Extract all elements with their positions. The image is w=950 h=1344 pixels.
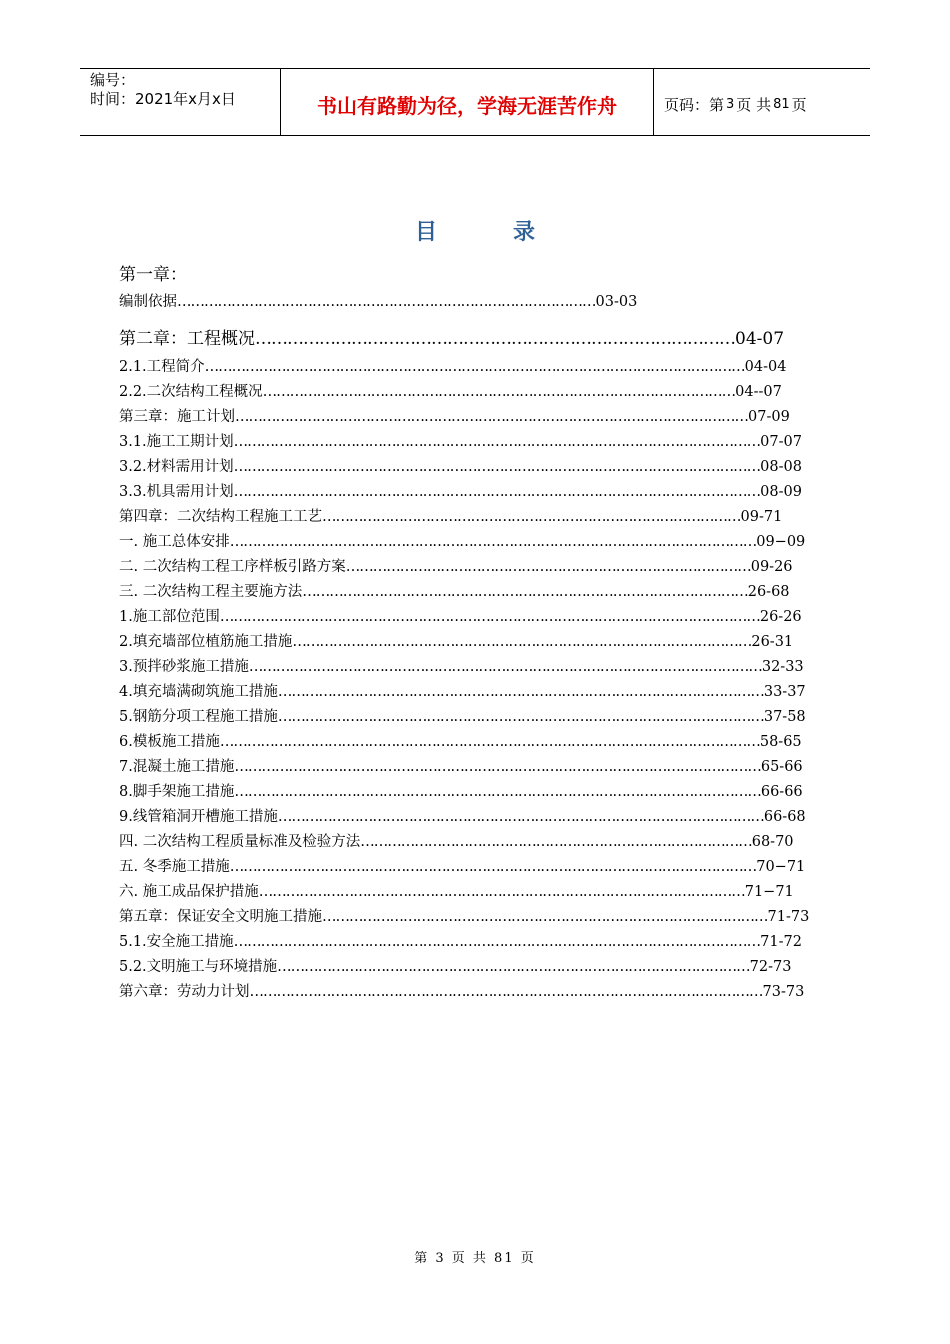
toc-entry-page: 73-73 [762, 984, 805, 1000]
toc-entry-page: 71−71 [744, 884, 794, 900]
toc-entry-leader: ……………………………………………………………………………… [255, 329, 735, 349]
toc-entry-title: 四. 二次结构工程质量标准及检验方法 [119, 834, 361, 850]
toc-entry-leader: ……………………………………………………………………………………………………… [233, 934, 761, 950]
toc-entry [119, 882, 794, 902]
toc-entry-page: 37-58 [763, 709, 806, 725]
toc-entry [119, 757, 803, 777]
toc-entry-title: 3.预拌砂浆施工措施 [119, 659, 249, 675]
toc-entry-title: 一. 施工总体安排 [119, 534, 230, 550]
toc-entry-page: 71-73 [767, 909, 810, 925]
toc-entry-title: 7.混凝土施工措施 [119, 759, 235, 775]
toc-entry-page: 32-33 [761, 659, 804, 675]
toc-entry-title: 3.2.材料需用计划 [119, 459, 234, 475]
toc-entry [119, 482, 802, 502]
toc-entry-page: 71-72 [760, 934, 802, 950]
page-prefix: 页码：第 [664, 95, 725, 114]
toc-entry [119, 832, 794, 852]
toc-entry [119, 932, 802, 952]
toc-entry-page: 26-68 [747, 584, 790, 600]
toc-entry-leader: ……………………………………………………………………………………………………… [234, 759, 761, 775]
toc-entry [119, 907, 809, 927]
toc-entry-leader: ……………………………………………………………………………………………………… [229, 534, 757, 550]
toc-entry-title: 5.2.文明施工与环境措施 [119, 959, 278, 975]
toc-entry-page: 68-70 [751, 834, 794, 850]
toc-entry-leader: …………………………………………………………………………………………………… [249, 984, 763, 1000]
toc-entry-title: 1.施工部位范围 [119, 609, 220, 625]
toc-entry-leader: ……………………………………………………………………………………………………… [234, 784, 761, 800]
page-total: 81 [773, 96, 790, 112]
toc-entry-title: 第四章：二次结构工程施工工艺 [119, 509, 322, 525]
toc-entry-leader: ……………………………………………………………………………………………… [258, 884, 745, 900]
toc-entry-page: 04-04 [744, 359, 787, 375]
toc-entry-page: 26-31 [751, 634, 794, 650]
toc-entry-leader: …………………………………………………………………………………………………… [248, 659, 762, 675]
toc-entry-leader: ……………………………………………………………………………………………………… [233, 459, 761, 475]
toc-entry [119, 607, 802, 627]
toc-entry-leader: ……………………………………………………………………………………………………… [233, 484, 761, 500]
toc-entry-title: 第一章： [119, 265, 187, 285]
page-footer: 第 3 页 共 81 页 [414, 1251, 536, 1266]
toc-entry-title: 六. 施工成品保护措施 [119, 884, 259, 900]
toc-entry-title: 第六章：劳动力计划 [119, 984, 250, 1000]
toc-entry [119, 857, 805, 877]
toc-entry-leader: ……………………………………………………………………………………………… [277, 809, 764, 825]
toc-entry-leader: ……………………………………………………………………………………… [322, 909, 768, 925]
toc-entry [119, 507, 782, 527]
toc-entry-page: 07-07 [760, 434, 802, 450]
toc-entry-page: 03-03 [595, 294, 638, 310]
toc-entry [119, 532, 805, 552]
toc-entry-leader: ……………………………………………………………………………………………… [277, 684, 764, 700]
toc-entry-leader: ………………………………………………………………………………………………………… [219, 609, 760, 625]
toc-entry-title: 编制依据 [119, 294, 177, 310]
toc-entry-title: 6.模板施工措施 [119, 734, 220, 750]
toc-entry [119, 732, 802, 752]
toc-entry-leader: ……………………………………………………………………………………………………… [229, 859, 757, 875]
toc-entry-leader: ………………………………………………………………………………… [177, 294, 596, 310]
toc-entry-title: 第三章：施工计划 [119, 409, 235, 425]
toc-entry-page: 04--07 [735, 384, 782, 400]
toc-entry [119, 382, 782, 402]
toc-entry-leader: ………………………………………………………………………………………… [292, 634, 752, 650]
toc-entry-page: 66-68 [763, 809, 806, 825]
page-mid: 页 共 [736, 95, 772, 114]
toc-entry-page: 09−09 [756, 534, 806, 550]
toc-entry [119, 328, 784, 350]
toc-entry-title: 五. 冬季施工措施 [119, 859, 230, 875]
toc-entry-page: 04-07 [735, 329, 785, 349]
toc-entry-page: 70−71 [756, 859, 806, 875]
page-current: 3 [726, 96, 735, 112]
toc-entry-title: 3.3.机具需用计划 [119, 484, 234, 500]
toc-entry-title: 第五章：保证安全文明施工措施 [119, 909, 322, 925]
toc-entry-leader: ………………………………………………………………………………………………………… [219, 734, 760, 750]
toc-entry-page: 26-26 [759, 609, 802, 625]
toc-title: 目录 [414, 219, 611, 245]
number-label: 编号： [90, 71, 136, 89]
toc-entry [119, 557, 793, 577]
toc-entry-title: 三. 二次结构工程主要施方法 [119, 584, 303, 600]
toc-entry-page: 08-09 [760, 484, 802, 500]
toc-entry-title: 8.脚手架施工措施 [119, 784, 235, 800]
toc-entry-leader: ………………………………………………………………………………… [322, 509, 741, 525]
toc-entry [119, 264, 187, 286]
toc-entry-page: 09-26 [750, 559, 793, 575]
toc-entry [119, 432, 802, 452]
toc-entry-page: 58-65 [759, 734, 802, 750]
toc-entry [119, 982, 804, 1002]
toc-entry-leader: …………………………………………………………………………………………………… [235, 409, 748, 425]
page-suffix: 页 [791, 95, 807, 114]
toc-entry-leader: …………………………………………………………………………………………… [277, 959, 750, 975]
toc-entry [119, 657, 804, 677]
toc-entry [119, 457, 802, 477]
page-header [80, 68, 870, 136]
toc-entry [119, 292, 637, 312]
toc-entry [119, 707, 806, 727]
toc-entry [119, 782, 803, 802]
header-page-info [654, 69, 870, 135]
toc-entry-leader: ……………………………………………………………………………………… [302, 584, 748, 600]
toc-entry-page: 66-66 [760, 784, 803, 800]
toc-entry-title: 5.1.安全施工措施 [119, 934, 234, 950]
toc-entry [119, 682, 806, 702]
toc-entry [119, 582, 790, 602]
toc-entry-leader: ………………………………………………………………………………………………………… [204, 359, 745, 375]
toc-entry [119, 407, 790, 427]
toc-entry-leader: …………………………………………………………………………… [360, 834, 752, 850]
toc-entry [119, 807, 806, 827]
toc-entry-leader: ……………………………………………………………………………………………… [277, 709, 764, 725]
toc-entry [119, 357, 786, 377]
toc-entry-title: 2.2.二次结构工程概况 [119, 384, 263, 400]
toc-entry-title: 9.线管箱洞开槽施工措施 [119, 809, 278, 825]
toc-entry-title: 2.填充墙部位植筋施工措施 [119, 634, 293, 650]
header-meta [80, 69, 281, 135]
toc-entry [119, 632, 793, 652]
toc-entry-title: 4.填充墙满砌筑施工措施 [119, 684, 278, 700]
toc-entry-page: 72-73 [749, 959, 792, 975]
toc-entry-title: 5.钢筋分项工程施工措施 [119, 709, 278, 725]
toc-entry-page: 09-71 [740, 509, 783, 525]
toc-entry-leader: …………………………………………………………………………………………… [262, 384, 736, 400]
toc-entry-title: 2.1.工程简介 [119, 359, 205, 375]
toc-entry-page: 07-09 [748, 409, 790, 425]
toc-entry-leader: ……………………………………………………………………………… [345, 559, 751, 575]
toc-entry-title: 二. 二次结构工程工序样板引路方案 [119, 559, 346, 575]
time-text: 时间：2021年x月x日 [90, 90, 236, 108]
toc-entry-title: 3.1.施工工期计划 [119, 434, 234, 450]
header-motto: 书山有路勤为径，学海无涯苦作舟 [281, 69, 654, 135]
toc-entry-title: 第二章：工程概况 [119, 329, 255, 349]
toc-entry-page: 33-37 [763, 684, 806, 700]
toc-entry [119, 957, 791, 977]
toc-entry-leader: ……………………………………………………………………………………………………… [233, 434, 761, 450]
toc-entry-page: 08-08 [760, 459, 802, 475]
toc-entry-page: 65-66 [760, 759, 803, 775]
